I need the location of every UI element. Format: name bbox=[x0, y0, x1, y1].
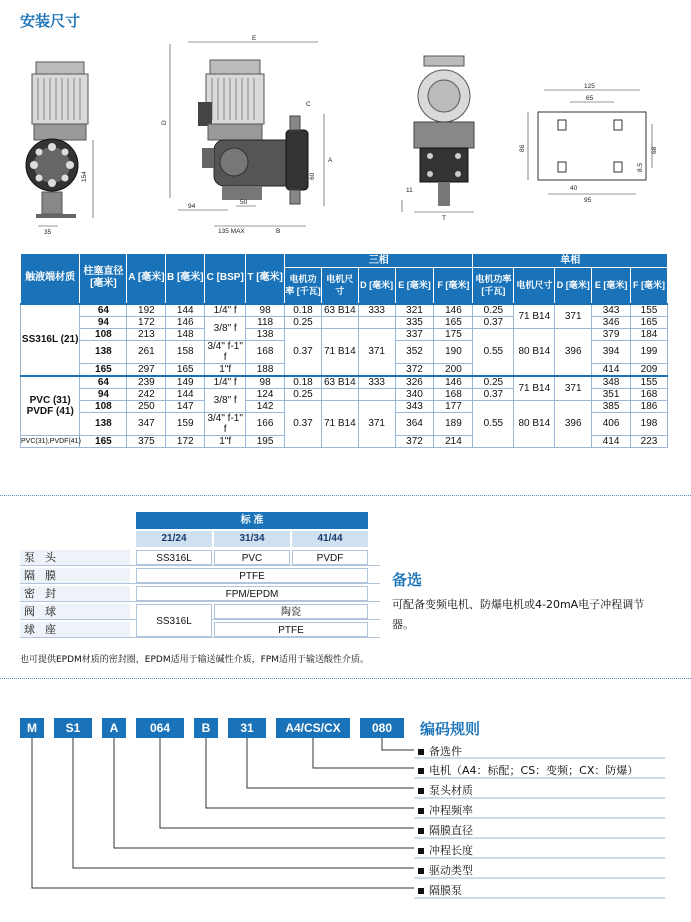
table-cell-b: 147 bbox=[166, 400, 205, 412]
material-row-diaphragm bbox=[20, 568, 380, 584]
table-cell-c: 1"f bbox=[205, 363, 246, 376]
dimension-table bbox=[20, 253, 668, 448]
table-cell-a: 261 bbox=[127, 340, 166, 363]
col-three-phase: 三相 bbox=[285, 254, 473, 268]
table-cell-f1: 155 bbox=[631, 376, 668, 389]
table-cell-f3: 146 bbox=[434, 376, 473, 389]
col-single-phase: 单相 bbox=[473, 254, 668, 268]
col-motor-size-3: 电机尺寸 bbox=[321, 268, 358, 304]
table-cell-p3: 0.37 bbox=[285, 328, 322, 376]
dim-60: 60 bbox=[309, 172, 316, 180]
code-rules-title: 编码规则 bbox=[420, 720, 481, 738]
table-cell-p3: 0.25 bbox=[285, 316, 322, 328]
dim-94: 94 bbox=[188, 203, 196, 210]
table-cell-d3: 371 bbox=[358, 328, 395, 376]
table-cell-f3: 214 bbox=[434, 435, 473, 447]
table-cell-t: 124 bbox=[246, 388, 285, 400]
material-row-seal bbox=[20, 586, 380, 602]
table-cell-f3: 200 bbox=[434, 363, 473, 376]
dim-125: 125 bbox=[584, 83, 595, 90]
table-cell-plunger: 138 bbox=[80, 340, 127, 363]
legend-options bbox=[418, 743, 462, 759]
table-cell-e3: 340 bbox=[395, 388, 434, 400]
dim-a: A bbox=[328, 157, 333, 164]
connector-line bbox=[206, 738, 414, 808]
table-cell-e3: 343 bbox=[395, 400, 434, 412]
legend-stroke-length bbox=[418, 842, 473, 858]
legend-stroke-frequency bbox=[418, 802, 473, 818]
table-cell-e1: 348 bbox=[592, 376, 631, 389]
table-cell-t: 118 bbox=[246, 316, 285, 328]
col-f-3: F [毫米] bbox=[434, 268, 473, 304]
code-box-080: 080 bbox=[360, 718, 404, 738]
table-cell-c: 3/8" f bbox=[205, 388, 246, 412]
dim-68: 68 bbox=[651, 146, 658, 154]
table-cell-f3: 168 bbox=[434, 388, 473, 400]
legend-text: 泵头材质 bbox=[429, 784, 473, 797]
material-label: 球座 bbox=[20, 622, 130, 637]
table-row bbox=[21, 328, 668, 340]
pump-side-drawing bbox=[158, 30, 338, 240]
dim-b: B bbox=[276, 228, 281, 235]
table-cell-e3: 326 bbox=[395, 376, 434, 389]
table-cell-t: 142 bbox=[246, 400, 285, 412]
legend-drive-type bbox=[418, 862, 473, 878]
dim-e: E bbox=[252, 35, 257, 42]
table-cell-b: 146 bbox=[166, 316, 205, 328]
material-sub-21-24: 21/24 bbox=[136, 531, 212, 547]
dim-8-5: 8.5 bbox=[637, 162, 644, 172]
table-cell-plunger: 165 bbox=[80, 363, 127, 376]
table-cell-d3: 371 bbox=[358, 400, 395, 447]
dim-86: 86 bbox=[519, 144, 526, 152]
table-cell-f1: 199 bbox=[631, 340, 668, 363]
options-text: 可配备变频电机、防爆电机或4-20mA电子冲程调节器。 bbox=[392, 598, 645, 631]
table-cell-b: 172 bbox=[166, 435, 205, 447]
table-cell-p3: 0.37 bbox=[285, 400, 322, 447]
material-row-valve-ball bbox=[20, 604, 380, 627]
material-label: 密封 bbox=[20, 586, 130, 601]
code-box-b: B bbox=[194, 718, 218, 738]
material-cell: SS316L bbox=[136, 550, 212, 565]
col-a: A [毫米] bbox=[127, 254, 166, 304]
table-cell-t: 195 bbox=[246, 435, 285, 447]
table-cell-a: 242 bbox=[127, 388, 166, 400]
table-cell-e1: 351 bbox=[592, 388, 631, 400]
dim-11: 11 bbox=[406, 187, 413, 194]
table-cell-a: 297 bbox=[127, 363, 166, 376]
legend-text: 电机（A4：标配；CS：变频；CX：防爆） bbox=[429, 764, 639, 777]
code-box-motor: A4/CS/CX bbox=[276, 718, 350, 738]
material-note: 也可提供EPDM材质的密封圈，EPDM适用于输送碱性介质，FPM适用于输送酸性介质。 bbox=[20, 655, 369, 665]
connector-line bbox=[382, 738, 414, 750]
connector-line bbox=[32, 738, 414, 888]
material-cell: PVDF bbox=[292, 550, 368, 565]
legend-text: 冲程频率 bbox=[429, 804, 473, 817]
table-cell-m3 bbox=[321, 388, 358, 400]
table-cell-b: 159 bbox=[166, 412, 205, 435]
dim-t: T bbox=[442, 215, 446, 222]
table-cell-t: 188 bbox=[246, 363, 285, 376]
connector-line bbox=[160, 738, 414, 828]
dim-d: D bbox=[161, 120, 168, 125]
legend-text: 隔膜泵 bbox=[429, 884, 462, 897]
material-cell: 陶瓷 bbox=[214, 604, 368, 619]
table-cell-f1: 186 bbox=[631, 400, 668, 412]
table-cell-b: 158 bbox=[166, 340, 205, 363]
table-cell-c: 1/4" f bbox=[205, 304, 246, 317]
table-cell-a: 375 bbox=[127, 435, 166, 447]
legend-text: 备选件 bbox=[429, 745, 462, 758]
table-row bbox=[21, 376, 668, 389]
table-cell-c: 1/4" f bbox=[205, 376, 246, 389]
legend-motor bbox=[418, 762, 638, 778]
table-cell-e1: 379 bbox=[592, 328, 631, 340]
table-cell-b: 148 bbox=[166, 328, 205, 340]
table-cell-e1: 343 bbox=[592, 304, 631, 317]
table-cell-a: 239 bbox=[127, 376, 166, 389]
table-cell-t: 168 bbox=[246, 340, 285, 363]
dim-35: 35 bbox=[44, 229, 52, 236]
table-cell-f1: 209 bbox=[631, 363, 668, 376]
table-cell-plunger: 108 bbox=[80, 328, 127, 340]
table-cell-d3: 333 bbox=[358, 304, 395, 317]
material-cell: PTFE bbox=[214, 622, 368, 637]
table-cell-e3: 352 bbox=[395, 340, 434, 363]
table-cell-plunger: 94 bbox=[80, 316, 127, 328]
table-cell-d3 bbox=[358, 316, 395, 328]
table-cell-e1: 394 bbox=[592, 340, 631, 363]
table-cell-p1: 0.37 bbox=[473, 316, 514, 328]
table-cell-e3: 321 bbox=[395, 304, 434, 317]
material-cell: PTFE bbox=[136, 568, 368, 583]
table-cell-f1: 223 bbox=[631, 435, 668, 447]
material-label: 泵头 bbox=[20, 550, 130, 565]
pump-front-drawing bbox=[18, 30, 168, 240]
table-cell-p1: 0.37 bbox=[473, 388, 514, 400]
table-cell-b: 165 bbox=[166, 363, 205, 376]
material-cell: SS316L bbox=[136, 604, 212, 637]
table-cell-d1: 396 bbox=[555, 400, 592, 447]
section-title: 安装尺寸 bbox=[20, 12, 81, 30]
col-plunger: 柱塞直径 [毫米] bbox=[80, 254, 127, 304]
material-cell: SS316L (21) bbox=[21, 304, 80, 376]
material-header: 标 准 bbox=[136, 512, 368, 529]
table-cell-t: 98 bbox=[246, 376, 285, 389]
material-label: 阀球 bbox=[20, 604, 130, 619]
table-cell-e1: 414 bbox=[592, 435, 631, 447]
material-row-pump-head bbox=[20, 550, 380, 566]
table-cell-f3: 189 bbox=[434, 412, 473, 435]
table-cell-f1: 168 bbox=[631, 388, 668, 400]
col-motor-size-1: 电机尺寸 bbox=[514, 268, 555, 304]
table-cell-a: 172 bbox=[127, 316, 166, 328]
col-motor-power-1: 电机功率 [千瓦] bbox=[473, 268, 514, 304]
col-motor-power-3: 电机功率 [千瓦] bbox=[285, 268, 322, 304]
table-cell-d1: 371 bbox=[555, 304, 592, 329]
code-box-s1: S1 bbox=[54, 718, 92, 738]
table-cell-e3: 335 bbox=[395, 316, 434, 328]
connector-line bbox=[247, 738, 414, 788]
col-t: T [毫米] bbox=[246, 254, 285, 304]
table-cell-plunger: 64 bbox=[80, 376, 127, 389]
table-cell-e3: 364 bbox=[395, 412, 434, 435]
legend-diaphragm-pump bbox=[418, 882, 462, 898]
table-cell-p1: 0.25 bbox=[473, 304, 514, 317]
table-cell-plunger: 138 bbox=[80, 412, 127, 435]
material-sub-41-44: 41/44 bbox=[292, 531, 368, 547]
material-cell: PVC bbox=[214, 550, 290, 565]
base-plate-drawing bbox=[510, 30, 660, 240]
connector-line bbox=[114, 738, 414, 848]
table-cell-f3: 175 bbox=[434, 328, 473, 340]
col-d-1: D [毫米] bbox=[555, 268, 592, 304]
col-d-3: D [毫米] bbox=[358, 268, 395, 304]
table-cell-f1: 165 bbox=[631, 316, 668, 328]
col-f-1: F [毫米] bbox=[631, 268, 668, 304]
table-cell-f3: 165 bbox=[434, 316, 473, 328]
table-cell-d3: 333 bbox=[358, 376, 395, 389]
legend-text: 冲程长度 bbox=[429, 844, 473, 857]
table-cell-m1: 71 B14 bbox=[514, 304, 555, 329]
table-cell-p3: 0.18 bbox=[285, 304, 322, 317]
dimension-drawings bbox=[0, 30, 691, 240]
table-cell-m1: 71 B14 bbox=[514, 376, 555, 401]
table-cell-c: 3/8" f bbox=[205, 316, 246, 340]
divider-2 bbox=[0, 678, 691, 679]
dim-135max: 135 MAX bbox=[218, 228, 245, 235]
table-cell-e3: 337 bbox=[395, 328, 434, 340]
material-row-ball-seat bbox=[20, 622, 380, 638]
table-row bbox=[21, 400, 668, 412]
legend-pump-head-material bbox=[418, 782, 473, 798]
table-cell-e1: 406 bbox=[592, 412, 631, 435]
col-b: B [毫米] bbox=[166, 254, 205, 304]
table-cell-t: 98 bbox=[246, 304, 285, 317]
legend-text: 隔膜直径 bbox=[429, 824, 473, 837]
table-cell-plunger: 165 bbox=[80, 435, 127, 447]
code-box-31: 31 bbox=[228, 718, 266, 738]
table-cell-m1: 80 B14 bbox=[514, 400, 555, 447]
table-cell-t: 138 bbox=[246, 328, 285, 340]
dim-154: 154 bbox=[81, 171, 88, 182]
options-title: 备选 bbox=[392, 571, 423, 589]
table-cell-p1: 0.25 bbox=[473, 376, 514, 389]
table-cell-m3: 71 B14 bbox=[321, 400, 358, 447]
table-cell-m3: 63 B14 bbox=[321, 304, 358, 317]
table-cell-p1: 0.55 bbox=[473, 400, 514, 447]
table-cell-f1: 155 bbox=[631, 304, 668, 317]
table-cell-p1: 0.55 bbox=[473, 328, 514, 376]
table-cell-e3: 372 bbox=[395, 363, 434, 376]
legend-diaphragm-diameter bbox=[418, 822, 473, 838]
material-cell: PVC (31) PVDF (41) bbox=[21, 376, 80, 436]
table-cell-b: 149 bbox=[166, 376, 205, 389]
material-sub-31-34: 31/34 bbox=[214, 531, 290, 547]
code-box-a: A bbox=[102, 718, 126, 738]
pump-end-drawing bbox=[400, 30, 490, 240]
table-cell-c: 3/4" f-1" f bbox=[205, 340, 246, 363]
table-cell-f3: 146 bbox=[434, 304, 473, 317]
table-cell-plunger: 94 bbox=[80, 388, 127, 400]
table-cell-c: 1"f bbox=[205, 435, 246, 447]
col-e-1: E [毫米] bbox=[592, 268, 631, 304]
table-cell-plunger: 64 bbox=[80, 304, 127, 317]
connector-line bbox=[313, 738, 414, 768]
table-cell-d3 bbox=[358, 388, 395, 400]
material-cell: FPM/EPDM bbox=[136, 586, 368, 601]
table-cell-b: 144 bbox=[166, 304, 205, 317]
table-row bbox=[21, 304, 668, 317]
table-cell-e1: 414 bbox=[592, 363, 631, 376]
table-cell-f3: 177 bbox=[434, 400, 473, 412]
dim-c: C bbox=[306, 101, 311, 108]
table-cell-a: 192 bbox=[127, 304, 166, 317]
table-cell-d1: 396 bbox=[555, 328, 592, 376]
table-cell-f1: 184 bbox=[631, 328, 668, 340]
table-cell-a: 250 bbox=[127, 400, 166, 412]
table-cell-f3: 190 bbox=[434, 340, 473, 363]
col-e-3: E [毫米] bbox=[395, 268, 434, 304]
table-cell-e1: 385 bbox=[592, 400, 631, 412]
dim-95: 95 bbox=[584, 197, 592, 204]
table-cell-p3: 0.25 bbox=[285, 388, 322, 400]
col-material: 触液端材质 bbox=[21, 254, 80, 304]
table-cell-e1: 346 bbox=[592, 316, 631, 328]
table-cell-m1: 80 B14 bbox=[514, 328, 555, 376]
table-cell-e3: 372 bbox=[395, 435, 434, 447]
table-cell-t: 166 bbox=[246, 412, 285, 435]
table-cell-a: 347 bbox=[127, 412, 166, 435]
table-cell-c: 3/4" f-1" f bbox=[205, 412, 246, 435]
dim-65: 65 bbox=[586, 95, 594, 102]
divider-1 bbox=[0, 495, 691, 496]
material-cell: PVC(31),PVDF(41) bbox=[21, 435, 80, 447]
table-cell-m3: 63 B14 bbox=[321, 376, 358, 389]
table-cell-d1: 371 bbox=[555, 376, 592, 401]
legend-text: 驱动类型 bbox=[429, 864, 473, 877]
dim-40: 40 bbox=[570, 185, 578, 192]
dim-50: 50 bbox=[240, 199, 248, 206]
table-cell-f1: 198 bbox=[631, 412, 668, 435]
code-box-064: 064 bbox=[136, 718, 184, 738]
code-box-m: M bbox=[20, 718, 44, 738]
table-cell-m3 bbox=[321, 316, 358, 328]
table-cell-p3: 0.18 bbox=[285, 376, 322, 389]
col-c: C [BSP] bbox=[205, 254, 246, 304]
table-cell-m3: 71 B14 bbox=[321, 328, 358, 376]
table-cell-plunger: 108 bbox=[80, 400, 127, 412]
table-cell-b: 144 bbox=[166, 388, 205, 400]
material-label: 隔膜 bbox=[20, 568, 130, 583]
table-cell-a: 213 bbox=[127, 328, 166, 340]
